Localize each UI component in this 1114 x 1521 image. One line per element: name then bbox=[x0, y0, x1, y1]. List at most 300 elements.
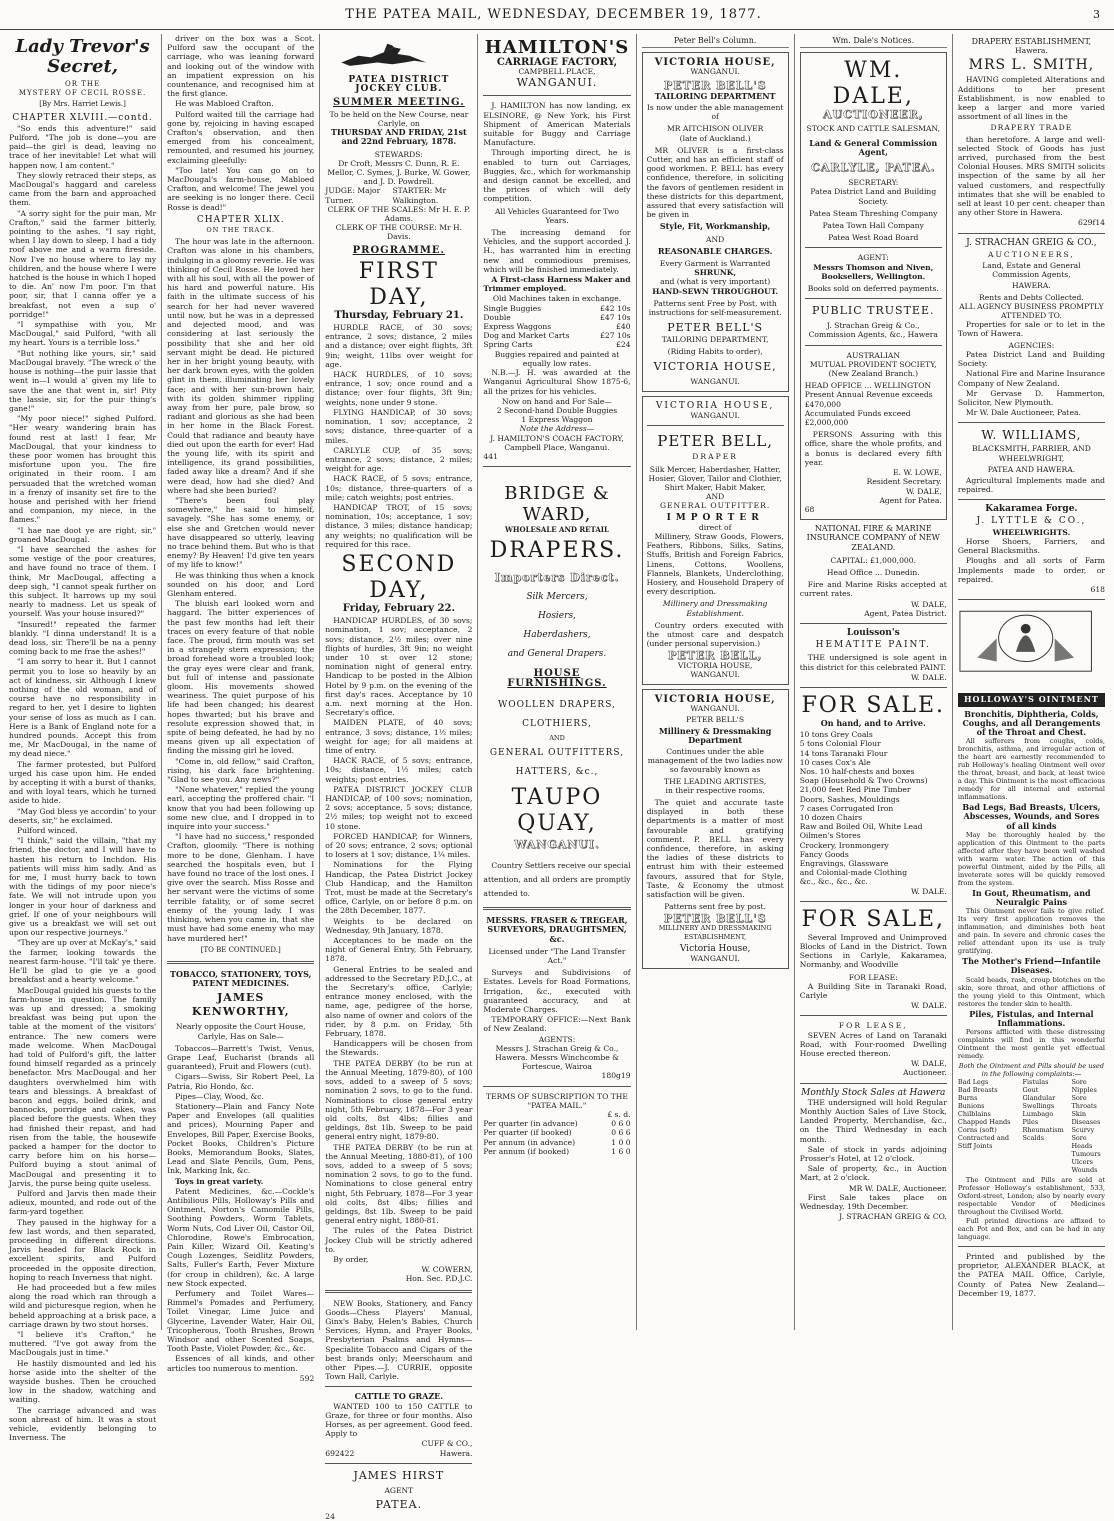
divider bbox=[958, 422, 1105, 423]
complaint-item: Corns (soft) bbox=[957, 1126, 997, 1134]
ad-paragraph: WANTED 100 to 150 CATTLE to Graze, for three or four months. Also Horses, as per agreement. Good feed. Apply to bbox=[325, 1401, 473, 1439]
ad-line: Patea Town Hall Company bbox=[822, 221, 924, 231]
ad-subheading: WHOLESALE AND RETAIL bbox=[505, 525, 609, 535]
label: SECRETARY: bbox=[848, 178, 899, 188]
ad-address: J. HAMILTON'S COACH FACTORY, bbox=[490, 433, 624, 443]
ad-line: REASONABLE CHARGES. bbox=[657, 245, 773, 256]
chapter-heading: CHAPTER XLVIII.—contd. bbox=[12, 112, 153, 123]
ad-subheading: TAILORING DEPARTMENT bbox=[654, 90, 776, 101]
price-value: £27 10s bbox=[600, 331, 631, 341]
ad-name: JAMES HIRST bbox=[353, 1468, 445, 1482]
column-hawera-ads bbox=[953, 34, 1110, 1330]
ad-line: THE LEADING ARTISTES, bbox=[664, 776, 767, 786]
complaint-item: Ulcers bbox=[1071, 1158, 1093, 1166]
ad-line: Land, Estate and General Commission Agents, bbox=[982, 261, 1081, 280]
ad-block bbox=[642, 396, 789, 685]
signature: W. COWERN, bbox=[421, 1265, 473, 1275]
price-row bbox=[483, 340, 630, 349]
ad-paragraph: First Sale takes place on Wednesday, 19th December. bbox=[799, 1192, 947, 1212]
story-paragraph: "A sorry sight for the puir man, Mr Crafton," said the farmer bitterly, pointing to the ashes. "I say right, when I lay down to sleep, I had a tidy roof above me and a warm fireside. Now I've no house where to lay my children, and the house where I were hatched is the house in which I hoped to die. An' now I'm poor. I'm that poor, sir, that I canna offer ye a breakfast, not even a sup o' porridge!" bbox=[9, 208, 157, 319]
ad-line: HATTERS, &c., bbox=[515, 766, 599, 777]
ad-paragraph: N.B.—J. H. was awarded at the Wanganui Agricultural Show 1875-6, all the prizes for his vehicles. bbox=[483, 368, 631, 396]
ad-paragraph: 2 Second-hand Double Buggies bbox=[496, 405, 618, 415]
ad-town: PATEA AND HAWERA. bbox=[987, 464, 1076, 474]
race-entry: HACK HURDLES, of 10 sovs; entrance, 1 sov; once round and a distance; over four flights, 3ft 9in; weights, none under 9 stone. bbox=[325, 370, 473, 407]
ad-subheading: SURVEYORS, DRAUGHTSMEN, &c. bbox=[487, 924, 627, 944]
ad-line: BLACKSMITH, FARRIER, AND WHEELWRIGHT, bbox=[971, 444, 1091, 463]
price-item: Express Waggons bbox=[483, 322, 552, 332]
ad-heading: In Gout, Rheumatism, and Neuralgic Pains bbox=[972, 887, 1091, 907]
ad-paragraph: All Vehicles Guaranteed for Two Years. bbox=[495, 206, 619, 225]
divider bbox=[325, 1386, 472, 1387]
signature: W. DALE. bbox=[910, 672, 947, 682]
ad-paragraph: Properties for sale or to let in the Town of Hawera. bbox=[957, 320, 1105, 339]
story-paragraph: "I have searched the ashes for some vestige of the poor creatures, and have found no trace of them. I think, Mr MacDougal, affecting a deep sigh, "I cannot speak further on this subject. It harrows up my soul nearly to madness. Let us speak of yourself. Was your house insured?" bbox=[9, 544, 157, 619]
terms-columns: £ s. d. bbox=[607, 1110, 631, 1120]
price-value: £40 bbox=[616, 322, 631, 332]
sale-item: Fancy Goods bbox=[799, 849, 849, 859]
ad-paragraph: The Ointment and Pills are sold at Professor Holloway's establishment, 533, Oxford-street, London; also by nearly every respectable Vendor of Medicines throughout the Civilised World. bbox=[957, 1176, 1105, 1216]
ad-heading: Kakaramea Forge. bbox=[985, 504, 1078, 515]
ad-heading: FOR SALE, bbox=[801, 906, 946, 932]
ad-heading: DRAPERY ESTABLISHMENT, bbox=[971, 37, 1092, 46]
ad-paragraph: Several Improved and Unimproved Blocks of Land in the District. Town Sections in Carlyle, Kakaramea, Normanby, and Woodville bbox=[799, 932, 947, 970]
ad-heading: Monthly Stock Sales at Hawera bbox=[801, 1087, 946, 1098]
ad-block bbox=[642, 689, 789, 969]
ad-paragraph: Perfumery and Toilet Wares—Rimmel's Pomades and Perfumery, Toilet Vinegar, Lime Juice and Glycerine, Lavender Water, Hair Oil, Tricopherous, Tooth Brushes, Brown Windsor and other Scented Soaps, Tooth Paste, Violet Powder, &c., &c. bbox=[167, 1289, 315, 1354]
ad-name: PETER BELL, bbox=[668, 649, 763, 663]
ad-paragraph: Ploughs and all sorts of Farm Implements made to order, or repaired. bbox=[957, 556, 1105, 584]
ad-footer bbox=[325, 1449, 472, 1458]
ad-town: WANGANUI. bbox=[690, 376, 740, 386]
ad-line: DRAPERY TRADE bbox=[990, 123, 1073, 133]
terms-heading: TERMS OF SUBSCRIPTION TO THE "PATEA MAIL." bbox=[486, 1091, 628, 1110]
sale-item: Oilmen's Stores bbox=[799, 831, 861, 841]
chapter-subheading: ON THE TRACK. bbox=[206, 226, 276, 235]
terms-value: 1 0 0 bbox=[611, 1137, 631, 1147]
ad-paragraph: J. HAMILTON has now landing, ex ELSINORE, @ New York, his First Shipment of American Materials suitable for Buggy and Carriage Manufacture. bbox=[483, 101, 631, 148]
ad-paragraph: Messrs J. Strachan Greig & Co., Hawera. Messrs Winchcombe & Fortescue, Wairoa bbox=[495, 1043, 619, 1072]
ad-line: CAPITAL: £1,000,000. bbox=[830, 555, 916, 565]
ad-town: WANGANUI. bbox=[690, 669, 740, 679]
day-heading: FIRST DAY, bbox=[358, 258, 439, 310]
divider bbox=[805, 247, 942, 248]
story-paragraph: "There's been foul play somewhere," he said to himself, savagely. "She has some enemy, or else she and Gretchen would never have disappeared so utterly, leaving no trace behind them. But who is that enemy? By Heaven! I'd give ten years of my life to know!" bbox=[167, 495, 315, 570]
ad-paragraph: Full printed directions are affixed to each Pot and Box, and can be had in any language. bbox=[957, 1217, 1105, 1241]
chapter-heading: CHAPTER XLIX. bbox=[196, 214, 285, 225]
ad-line: Importers Direct. bbox=[494, 571, 620, 585]
ad-address: Campbell Place, Wanganui. bbox=[504, 442, 610, 452]
ad-subheading: PUBLIC TRUSTEE. bbox=[812, 304, 935, 318]
ad-reference: 618 bbox=[1090, 584, 1105, 594]
ad-paragraph: 1 Express Waggon bbox=[521, 415, 593, 425]
column-heading: Peter Bell's Column. bbox=[642, 34, 789, 48]
complaint-item: Fistulas bbox=[1022, 1078, 1049, 1086]
ad-paragraph: Country orders executed with the utmost care and despatch (under personal supervision.) bbox=[646, 620, 784, 649]
ad-line: Patea Steam Threshing Company bbox=[809, 208, 938, 218]
sale-item: 10 tons Grey Coals bbox=[799, 730, 873, 740]
price-item: Double bbox=[483, 312, 511, 322]
complaint-item: Sore Throats bbox=[1071, 1094, 1097, 1110]
ad-line: Rents and Debts Collected. bbox=[979, 292, 1084, 302]
story-paragraph: MacDougal guided his guests to the farm-house in question. The family was up and dressed; a smoking breakfast was being put upon the table at the moment of the visitors' entrance. The new comers were made welcome. When MacDougal had told of Pulford's gift, the latter found himself regarded as a princely benefactor. Mrs MacDougal and her daughters overwhelmed him with tears and blessings. A breakfast of bacon and eggs, boiled drink, and bannocks, porridge and cakes, was placed before the guests. When they had finished their repast, and had risen from the table, the housewife packed a hamper for the doctor to carry before him on his horse—Pulford buying a stout animal of MacDougal and presenting it to Jarvis, the purse being quite useless. bbox=[9, 985, 157, 1188]
ad-subheading: Millinery & Dressmaking Department bbox=[658, 725, 772, 745]
ad-paragraph: THE undersigned will hold Regular Monthly Auction Sales of Live Stock, Landed Property, Merchandise, &c., on the Third Wednesday in each month. bbox=[799, 1097, 947, 1144]
ad-paragraph: Dr Croft, Messrs C. Dunn, R. E. Mellor, C. Symes, J. Burke, W. Gower, and J. D. Powdrell. bbox=[327, 158, 471, 187]
ad-paragraph: The quiet and accurate taste displayed in both these departments is a matter of most favourable and gratifying comment. P. BELL has every confidence, therefore, in asking the ladies of these districts to entrust him with their esteemed favours, assured that for Style, Taste, & Economy the utmost satisfaction will be given. bbox=[646, 798, 784, 900]
ad-paragraph: Through importing direct, he is enabled to turn out Carriages, Buggies, &c., which for workmanship and design cannot be excelled, and the prices of which will defy competition. bbox=[483, 148, 631, 204]
signature: Hon. Sec. P.D.J.C. bbox=[405, 1274, 473, 1284]
race-entry: CARLYLE CUP, of 35 sovs; entrance, 2 sovs; distance, 2 miles; weight for age. bbox=[325, 445, 473, 474]
to-be-continued: [TO BE CONTINUED.] bbox=[200, 945, 281, 954]
ad-paragraph: Stationery—Plain and Fancy Note Paper and Envelopes (all qualities and prices), Mourning Paper and Envelopes, Bill Paper, Exercise Books, Pocket Books, Children's Picture Books, Memorandum Books, Slates, Lead and Slate Pencils, Gum, Pens, Ink, Marking Ink, &c. bbox=[167, 1101, 315, 1176]
ad-banner: HOLLOWAY'S OINTMENT bbox=[958, 693, 1105, 706]
ad-paragraph: Fire and Marine Risks accepted at current rates. bbox=[799, 580, 947, 599]
terms-row bbox=[483, 1128, 630, 1137]
ad-line: MILLINERY AND DRESSMAKING ESTABLISHMENT, bbox=[658, 923, 772, 941]
ad-town: WANGANUI. bbox=[690, 67, 740, 77]
divider bbox=[958, 499, 1105, 500]
ad-paragraph: A First-class Harness Maker and Trimmer employed. bbox=[483, 275, 631, 294]
signature: W. DALE, bbox=[910, 1059, 947, 1069]
story-paragraph: Pulford and Jarvis then made their adieux, mounted, and rode out of the farm-yard together. bbox=[9, 1188, 157, 1217]
story-byline: [By Mrs. Harriet Lewis.] bbox=[39, 100, 126, 109]
story-paragraph: "My poor niece!" sighed Pulford. "Her weary wandering brain has found rest at last! I fear, Mr MacDougal, that your kindness to these poor women has brought this misfortune upon you. The fire originated in their room. I am persuaded that the wretched woman in a frenzy of insanity set fire to the house and perished with her friend and companion, my niece, in the flames." bbox=[9, 414, 157, 525]
race-entry: MAIDEN PLATE, of 40 sovs; entrance, 3 sovs; distance, 1½ miles; weight for age; for all maidens at time of entry. bbox=[325, 718, 473, 755]
ad-subheading: SUMMER MEETING. bbox=[332, 96, 465, 108]
ad-paragraph: This Ointment never fails to give relief. Its very first application removes the inflammation, and diminishes both heat and pain. In severe and chronic cases the relief attendant upon its use is truly gratifying. bbox=[957, 907, 1105, 956]
ad-heading: CATTLE TO GRAZE. bbox=[354, 1391, 444, 1402]
ad-paragraph: Tobaccos—Barrett's Twist, Venus, Grape Leaf, Eucharist (brands all guaranteed), Fruit and Flowers (cut). bbox=[167, 1043, 315, 1072]
ad-town: WANGANUI. bbox=[690, 411, 740, 421]
race-entry: HURDLE RACE, of 30 sovs; entrance, 2 sovs; distance, 2 miles and a distance; over eight flights, 3ft 9in; weight, 11lbs over weight for age. bbox=[325, 323, 473, 369]
ad-line: GENERAL OUTFITTERS, bbox=[489, 747, 625, 758]
signature: W. DALE, bbox=[905, 486, 942, 496]
ad-block bbox=[642, 52, 789, 392]
story-paragraph: He was Mabloed Crafton. bbox=[175, 99, 274, 109]
ad-line: AUSTRALIAN bbox=[846, 350, 901, 360]
programme-heading: PROGRAMME. bbox=[352, 244, 446, 256]
complaint-item: Burns bbox=[957, 1094, 978, 1102]
price-list bbox=[483, 304, 630, 350]
ad-town: Hawera. bbox=[439, 1448, 473, 1458]
divider bbox=[800, 623, 947, 624]
ad-heading: FOR LEASE: bbox=[848, 972, 898, 982]
story-paragraph: The hour was late in the afternoon. Crafton was alone in his chambers, indulging in a gloomy reverie. He was thinking of Cecil Rosse. He loved her with all his soul, with all the power of his hard and powerful nature. His faith in the ultimate success of his search for her had never wavered until now, but he was in a depressed and dejected mood, and was considering at last seriously the possibility that she and her old servant might be dead. He pictured her in her bright young beauty, with her dark brown eyes, with the golden glint in them, illuminating her lovely face; and with her sun-brown hair, with its golden shimmer rippling away from her pure, pale brow, so radiant and glorious as she had been in her home in the Black Forest. Could that radiance and beauty have died out upon the earth for ever! Had the young life, with its spirit and intelligence, its grand possibilities, faded away like a dream? And if she were dead, how had she died? And where had she been buried? bbox=[167, 237, 315, 495]
signature: Agent, Patea District. bbox=[864, 608, 947, 618]
complaint-item: Wounds bbox=[1071, 1166, 1098, 1174]
terms-table bbox=[483, 1119, 630, 1156]
terms-label: Per annum (in advance) bbox=[483, 1137, 576, 1147]
ad-paragraph: Every Garment is Warranted bbox=[659, 259, 771, 269]
ad-line: Hosiers, bbox=[538, 610, 576, 621]
divider bbox=[647, 425, 784, 426]
sale-item: &c., &c., &c., &c. bbox=[799, 877, 868, 887]
ad-paragraph: Weights to be declared on Wednesday, 9th January, 1878. bbox=[325, 916, 473, 935]
sale-list bbox=[800, 730, 947, 886]
story-paragraph: He hastily dismounted and led his horse aside into the shelter of the wayside bushes. Then he crouched low in the shadow, watching and waiting. bbox=[9, 1358, 157, 1405]
ad-paragraph: Mr W. Dale Auctioneer, Patea. bbox=[965, 408, 1081, 418]
story-title: Lady Trevor's Secret, bbox=[15, 36, 150, 77]
ad-paragraph: Sale of property, &c., in Auction Mart, at 2 o'clock. bbox=[799, 1164, 947, 1183]
terms-row bbox=[483, 1138, 630, 1147]
ad-paragraph: General Entries to be sealed and addressed to the Secretary P.D.J.C., at the Secretary's office, Carlyle; entrance money enclosed, with the name, age, pedigree of the horse, also name of owner and colors of the rider, by 8 p.m. on Friday, 5th February, 1878. bbox=[325, 964, 473, 1039]
ad-paragraph: Is now under the able management of bbox=[646, 103, 784, 122]
signature: W. DALE. bbox=[910, 886, 947, 896]
complaint-item: Bad Breasts bbox=[957, 1086, 998, 1094]
sale-item: 10 cases Cox's Ale bbox=[799, 757, 871, 767]
ad-paragraph: Essences of all kinds, and other articles too numerous to mention. bbox=[167, 1354, 315, 1373]
ad-paragraph: Country Settlers receive our special attention, and all orders are promptly attended to. bbox=[483, 861, 631, 899]
ad-paragraph: All sufferers from coughs, colds, bronchitis, asthma, and irregular action of the heart are earnestly recommended to rub Holloway's healing Ointment well over the throat, breast, and back, at least twice a day. This Ointment is the most efficacious remedy for all internal and external inflammations. bbox=[957, 737, 1105, 802]
ad-line: (New Zealand Branch.) bbox=[828, 369, 919, 379]
ad-paragraph: Note the Address— bbox=[519, 424, 595, 434]
ad-town: WANGANUI. bbox=[690, 704, 740, 714]
divider bbox=[958, 233, 1105, 234]
complaint-column bbox=[1022, 1078, 1071, 1174]
ad-line: ALL AGENCY BUSINESS PROMPTLY ATTENDED TO. bbox=[959, 301, 1104, 321]
ad-paragraph: Patterns sent Free by Post, with instructions for self-measurement. bbox=[648, 298, 782, 318]
ad-paragraph: Licensed under "The Land Transfer Act." bbox=[488, 946, 626, 965]
ad-line: Haberdashers, bbox=[523, 629, 591, 640]
story-paragraph: "So ends this adventure!" said Pulford. "The job is done—you are paid—the girl is dead, leaving no trace of her inevitable! Let what will happen now, I am content." bbox=[9, 123, 157, 170]
race-entry: HACK RACE, of 5 sovs; entrance, 10s; distance, three-quarters of a mile; catch weights; post entries. bbox=[325, 474, 473, 502]
ad-paragraph: HAVING completed Alterations and Additions to her present Establishment, is now enabled to keep a larger and more varied assortment of all lines in the bbox=[957, 75, 1105, 122]
divider bbox=[483, 907, 630, 910]
story-paragraph: They slowly retraced their steps, as MacDougal's haggard and careless came from the barn and approached them. bbox=[9, 170, 157, 208]
ad-paragraph: Buggies repaired and painted at equally low rates. bbox=[494, 349, 620, 368]
complaint-column bbox=[1071, 1078, 1105, 1174]
story-paragraph: "May God bless ye accordin' to your deserts, sir," he exclaimed. bbox=[9, 806, 157, 825]
ad-line: Land & General Commission Agent, bbox=[809, 137, 938, 157]
ad-subheading: On hand, and to Arrive. bbox=[820, 717, 926, 728]
ad-line: CLOTHIERS, bbox=[522, 718, 592, 729]
ad-paragraph: Persons afflicted with these distressing complaints will find in this wonderful Ointment the most gentle yet effectual remedy. bbox=[957, 1028, 1105, 1060]
ad-line: HEAD OFFICE ... WELLINGTON bbox=[804, 381, 932, 391]
complaint-item: Tumours bbox=[1071, 1150, 1101, 1158]
ad-heading: Louisson's bbox=[846, 627, 900, 638]
story-paragraph: driver on the box was a Scot. Pulford saw the occupant of the carriage, who was leaning forward and looking out of the window with an impatient expression on his countenance, and recognised him at the first glance. bbox=[167, 34, 315, 99]
divider bbox=[805, 345, 942, 346]
ad-paragraph: MR AITCHISON OLIVER bbox=[666, 124, 764, 134]
ad-name: PETER BELL'S bbox=[667, 321, 764, 335]
ad-paragraph: National Fire and Marine Insurance Company of New Zealand. bbox=[957, 369, 1105, 388]
ad-heading: Piles, Fistulas, and Internal Inflammations. bbox=[969, 1008, 1094, 1028]
price-value: £24 bbox=[616, 340, 631, 350]
label: AGENCIES: bbox=[1008, 340, 1055, 350]
price-row bbox=[483, 313, 630, 322]
ad-paragraph: Pipes—Clay, Wood, &c. bbox=[175, 1091, 264, 1101]
divider bbox=[325, 1290, 472, 1293]
race-entry: HACK RACE, of 5 sovs; entrance, 10s; distance, 1½ miles; catch weights; post entries. bbox=[325, 756, 473, 784]
judge: JUDGE: Major Turner. bbox=[325, 186, 381, 205]
race-entry: FLYING HANDICAP, of 30 sovs; nomination, 1 sov; acceptance, 2 sovs; distance, three-quarter of a miles. bbox=[325, 407, 473, 445]
story-paragraph: He was thinking thus when a knock sounded on his door, and Lord Glenham entered. bbox=[167, 570, 315, 598]
race-entry: FORCED HANDICAP, for Winners, of 20 sovs; entrance, 2 sovs; optional to losers at 1 sov; distance, 1¼ miles. bbox=[325, 831, 473, 860]
race-entry: HANDICAP HURDLES, of 30 sovs; nomination, 1 sov; acceptance, 2 sovs; distance, 2½ miles; over nine flights of hurdles, 3ft 9in; no weight under 10 st over 12 stone; nomination night of general entry. Handicap to be posted in the Albion Hotel by 9 p.m. on the evening of the first day's races. Acceptance by 10 a.m. next morning at the Hon. Secretary's office. bbox=[325, 616, 473, 718]
ad-name: PETER BELL, bbox=[657, 432, 773, 451]
price-row bbox=[483, 331, 630, 340]
divider bbox=[958, 599, 1105, 600]
story-subtitle: MYSTERY OF CECIL ROSSE. bbox=[18, 89, 147, 98]
sale-item: 21,000 feet Red Pine Timber bbox=[799, 785, 911, 795]
ad-reference: 180g19 bbox=[601, 1071, 631, 1081]
ad-line: MUTUAL PROVIDENT SOCIETY, bbox=[809, 359, 937, 369]
story-paragraph: "I am sorry to hear it. But I cannot permit you to lose so heavily by an act of kindness, sir. Although I knew nothing of the old woman, and of course have no responsibility in regard to her, yet I desire to lighten your sense of loss as much as I can. Here is a Bank of England note for a hundred pounds. Accept this from me, Mr MacDougal, in the name of my dead niece." bbox=[9, 657, 157, 759]
ad-paragraph: By order, bbox=[333, 1254, 369, 1264]
ad-paragraph: Mr Gervase D. Hammerton, Solicitor, New Plymouth. bbox=[957, 388, 1105, 407]
story-paragraph: "I hae nae doot ye are right, sir," groaned MacDougal. bbox=[9, 525, 157, 544]
complaint-item: Lumbago bbox=[1022, 1110, 1054, 1118]
terms-label: Per quarter (in advance) bbox=[483, 1119, 578, 1129]
ad-line: Accumulated Funds exceed £2,000,000 bbox=[804, 408, 911, 428]
story-paragraph: "I think," said the villain, "that my friend, the doctor, and I will have to hasten his return to Inchdon. His patients will miss him sadly. And as for me, I must hurry back to town with the tidings of my poor niece's fate. We will not intrude upon you longer in your hour of darkness and grief. If one of your neighbours will give us a breakfast we will set out upon our respective journeys." bbox=[9, 836, 157, 938]
complaint-item: Rheumatism bbox=[1022, 1126, 1064, 1134]
ad-line: in their respective rooms. bbox=[665, 785, 765, 795]
officials-row bbox=[325, 186, 472, 204]
story-paragraph: "But nothing like yours, sir," said MacDougal bravely. "The wreck o' the house is nothing—the puir lassie that went in—I would a' given my life to save the ane that went in, sir! Pity the lassie, sir, for the puir thing's gane!" bbox=[9, 348, 157, 413]
ad-paragraph: CLERK OF THE COURSE: Mr H. Davis. bbox=[335, 223, 463, 242]
ad-paragraph: TEMPORARY OFFICE:—Next Bank of New Zealand. bbox=[483, 1015, 631, 1034]
terms-row bbox=[483, 1119, 630, 1128]
divider bbox=[958, 1246, 1105, 1247]
ad-paragraph: The increasing demand for Vehicles, and the support accorded J. H., has warranted him in erecting new and commodious premises, which will be finished immediately. bbox=[483, 228, 631, 274]
divider bbox=[483, 466, 630, 467]
day-date: Friday, February 22. bbox=[342, 602, 455, 614]
ad-line: J. Strachan Greig & Co., Commission Agents, &c., Hawera bbox=[808, 321, 938, 340]
divider bbox=[483, 1086, 630, 1087]
ad-line: GENERAL OUTFITTER. bbox=[659, 501, 771, 511]
column-jockey-club bbox=[320, 34, 478, 1521]
divider bbox=[800, 901, 947, 902]
ad-heading: Bad Legs, Bad Breasts, Ulcers, Abscesses, Wounds, and Sores of all kinds bbox=[962, 802, 1101, 831]
ad-paragraph: To be held on the New Course, near Carlyle, on bbox=[329, 109, 469, 129]
sale-item: 10 dozen Chairs bbox=[799, 812, 863, 822]
ad-dates: THURSDAY AND FRIDAY, 21st and 22nd February, 1878. bbox=[330, 127, 467, 147]
complaint-list bbox=[958, 1078, 1105, 1174]
story-paragraph: The bluish earl looked worn and haggard. The bitter experiences of the past few months had left their traces on every feature of that noble face. The proud, firm mouth was set in a strangely stern expression; the broad forehead wore a troubled look; the gray eyes were clear and frank, but full of intense and passionate gloom. His movements showed weariness. The quiet purpose of his life had been changed; his dearest hopes thwarted; but his brave and resolute expression showed that, in spite of being defeated, he had by no means given up all expectation of finding the missing girl he loved. bbox=[167, 599, 315, 756]
ad-name: W. WILLIAMS, bbox=[981, 428, 1082, 443]
ad-line: and General Drapers. bbox=[507, 649, 607, 660]
ad-reference: 24 bbox=[325, 1512, 335, 1521]
ad-paragraph: (late of Auckland.) bbox=[679, 133, 751, 143]
sale-item: 14 tons Taranaki Flour bbox=[799, 748, 888, 758]
price-value: £47 10s bbox=[600, 312, 631, 322]
ad-address: CAMPBELL PLACE, bbox=[518, 67, 596, 77]
complaint-item: Bunions bbox=[957, 1102, 985, 1110]
sale-item: Doors, Sashes, Mouldings bbox=[799, 794, 900, 804]
ad-line: Millinery and Dressmaking Establishment. bbox=[662, 599, 768, 618]
race-entry: PATEA DISTRICT JOCKEY CLUB HANDICAP, of 100 sovs; nomination, 2 sovs; acceptance, 5 sovs; distance, 2½ miles; top weight not to exceed 10 stone. bbox=[325, 784, 473, 831]
complaint-column bbox=[958, 1078, 1023, 1174]
story-paragraph: "Come in, old fellow," said Crafton, rising, his dark face brightening. "Glad to see you. Any news?" bbox=[167, 756, 315, 785]
story-paragraph: They paused in the highway for a few last words, and then separated, proceeding in different directions. Jarvis headed for Black Rock in excellent spirits, and Pulford proceeded in the opposite direction, hoping to reach Inverness that night. bbox=[9, 1217, 157, 1282]
ad-line: IMPORTER bbox=[666, 512, 764, 523]
ad-heading: PATEA DISTRICT JOCKEY CLUB. bbox=[348, 75, 450, 95]
ad-line: direct of bbox=[698, 522, 732, 532]
ad-heading: Bronchitis, Diphtheria, Colds, Coughs, and all Derangements of the Throat and Chest. bbox=[962, 708, 1101, 737]
ad-line: Head Office ... Dunedin. bbox=[826, 567, 920, 577]
ad-reference: 592 bbox=[299, 1373, 315, 1383]
racehorse-icon bbox=[325, 37, 443, 71]
ad-reference: 629f14 bbox=[1078, 218, 1105, 228]
complaint-item: Sore Nipples bbox=[1071, 1078, 1097, 1094]
terms-row bbox=[483, 1147, 630, 1156]
ad-line: VICTORIA HOUSE, bbox=[677, 660, 753, 670]
sale-item: Raw and Boiled Oil, White Lead bbox=[799, 822, 923, 832]
label: AGENTS: bbox=[538, 1034, 576, 1044]
signature: W. DALE, bbox=[910, 599, 947, 609]
ad-subheading: CARRIAGE FACTORY, bbox=[496, 57, 618, 68]
complaint-item: Sore Heads bbox=[1071, 1134, 1093, 1150]
ad-paragraph: Patent Medicines, &c.—Cockle's Antibilious Pills, Holloway's Pills and Ointment, Norton's Camomile Pills, Soothing Powders, Worm Tablets, Worm Nuts, Cod Liver Oil, Castor Oil, Chlorodine, Rowe's Embrocation, Pain Killer, Wizard Oil, Keating's Cough Lozenges, Seidlitz Powders, Salts, Fuller's Earth, Fever Mixture (for croup in children), &c. A large new Stock expected. bbox=[167, 1186, 315, 1288]
ad-address: Nearly opposite the Court House, Carlyle, Has on Sale— bbox=[175, 1022, 306, 1041]
price-item: Spring Carts bbox=[483, 340, 533, 350]
ad-paragraph: CLERK OF THE SCALES: Mr H. E. P. Adams. bbox=[327, 204, 471, 224]
terms-label: Per quarter (if booked) bbox=[483, 1128, 572, 1138]
story-or: OR THE bbox=[65, 80, 101, 88]
sale-item: 5 tons Colonial Flour bbox=[799, 739, 881, 749]
ad-paragraph: THE PATEA DERBY (to be run at the Annual Meeting, 1879-80), of 100 sovs, added to a sweep of 5 sovs; nomination 2 sovs, to go to the fund. Nominations to close general entry night, 5th February, 1878—For 3 year old colts, 8st 4lbs; fillies and geldings, 8st 1lb. Sweep to be paid general entry night, 1879-80. bbox=[325, 1058, 473, 1142]
ad-text: AGENT bbox=[384, 1485, 414, 1495]
ad-line: Patea West Road Board bbox=[828, 233, 919, 243]
ad-heading: DRAPERS. bbox=[489, 538, 625, 564]
ad-paragraph: Surveys and Subdivisions of Estates. Levels for Road Formations, Irrigation, &c., executed with guaranteed accuracy, and at Moderate Charges. bbox=[483, 968, 631, 1014]
page-number: 3 bbox=[1093, 8, 1100, 21]
ad-line: Silk Mercers, bbox=[526, 591, 588, 602]
complaint-item: Piles bbox=[1022, 1118, 1039, 1126]
ad-name: HAMILTON'S bbox=[484, 37, 630, 58]
ad-town: PATEA. bbox=[375, 1498, 423, 1512]
column-heading: Wm. Dale's Notices. bbox=[800, 34, 947, 48]
ad-paragraph: The rules of the Patea District Jockey Club will be strictly adhered to. bbox=[325, 1226, 473, 1254]
sale-item: Engravings, Glassware bbox=[799, 859, 889, 868]
label: STEWARDS: bbox=[374, 149, 423, 159]
signature: W. DALE. bbox=[910, 1001, 947, 1011]
complaint-item: Gout bbox=[1022, 1086, 1039, 1094]
ad-paragraph: Nominations for the Flying Handicap, the Patea District Jockey Club Handicap, and the Hamilton Trot, must be made at the Secretary's office, Carlyle, on or before 8 p.m. on the 28th December, 1877. bbox=[325, 860, 473, 916]
signature: MR W. DALE, Auctioneer. bbox=[848, 1183, 947, 1193]
ad-paragraph: Both the Ointment and Pills should be used in the following complaints:— bbox=[958, 1062, 1105, 1078]
ad-paragraph: Horse Shoers, Farriers, and General Blacksmiths. bbox=[957, 536, 1105, 556]
masthead-title: THE PATEA MAIL, WEDNESDAY, DECEMBER 19, 1877. bbox=[345, 7, 762, 22]
ad-reference: 692422 bbox=[325, 1448, 355, 1458]
divider bbox=[800, 1083, 947, 1084]
ad-block bbox=[800, 52, 947, 520]
column-story-continued bbox=[162, 34, 320, 1383]
ad-name: VICTORIA HOUSE, bbox=[655, 400, 775, 411]
ad-paragraph: Handicappers will be chosen from the Stewards. bbox=[325, 1039, 473, 1058]
ad-name: J. LYTTLE & CO., bbox=[976, 515, 1087, 526]
ad-town: WANGANUI. bbox=[690, 954, 740, 964]
ad-heading: The Mother's Friend—Infantile Diseases. bbox=[962, 956, 1101, 976]
ad-subheading: AUCTIONEERS, bbox=[988, 249, 1075, 259]
ad-paragraph: Scald heads, rash, croup blotches on the skin, sore throat, and other afflictions of the young yield to this Ointment, which restores the tender skin to health. bbox=[957, 975, 1105, 1008]
ad-paragraph: May be thoroughly healed by the application of this Ointment to the parts affected after they have been well washed with warm water. The action of this powerful Ointment, aided by the Pills, all inveterate sores will be quickly removed from the system. bbox=[957, 830, 1105, 887]
ad-paragraph: Toys in great variety. bbox=[175, 1176, 264, 1186]
holloway-seal-icon bbox=[958, 609, 1093, 687]
terms-value: 1 6 0 bbox=[611, 1146, 631, 1156]
label: AGENT: bbox=[857, 253, 889, 263]
divider bbox=[167, 961, 314, 964]
price-item: Single Buggies bbox=[483, 303, 542, 313]
starter: STARTER: Mr Walkington. bbox=[392, 186, 447, 205]
column-peter-bell bbox=[637, 34, 795, 1330]
ad-name: PETER BELL'S bbox=[663, 78, 767, 92]
ad-paragraph: THE undersigned is sole agent in this district for this celebrated PAINT. bbox=[799, 653, 947, 672]
ad-paragraph: Patea District Land and Building Society. bbox=[957, 349, 1105, 369]
column-wm-dale bbox=[795, 34, 953, 1330]
